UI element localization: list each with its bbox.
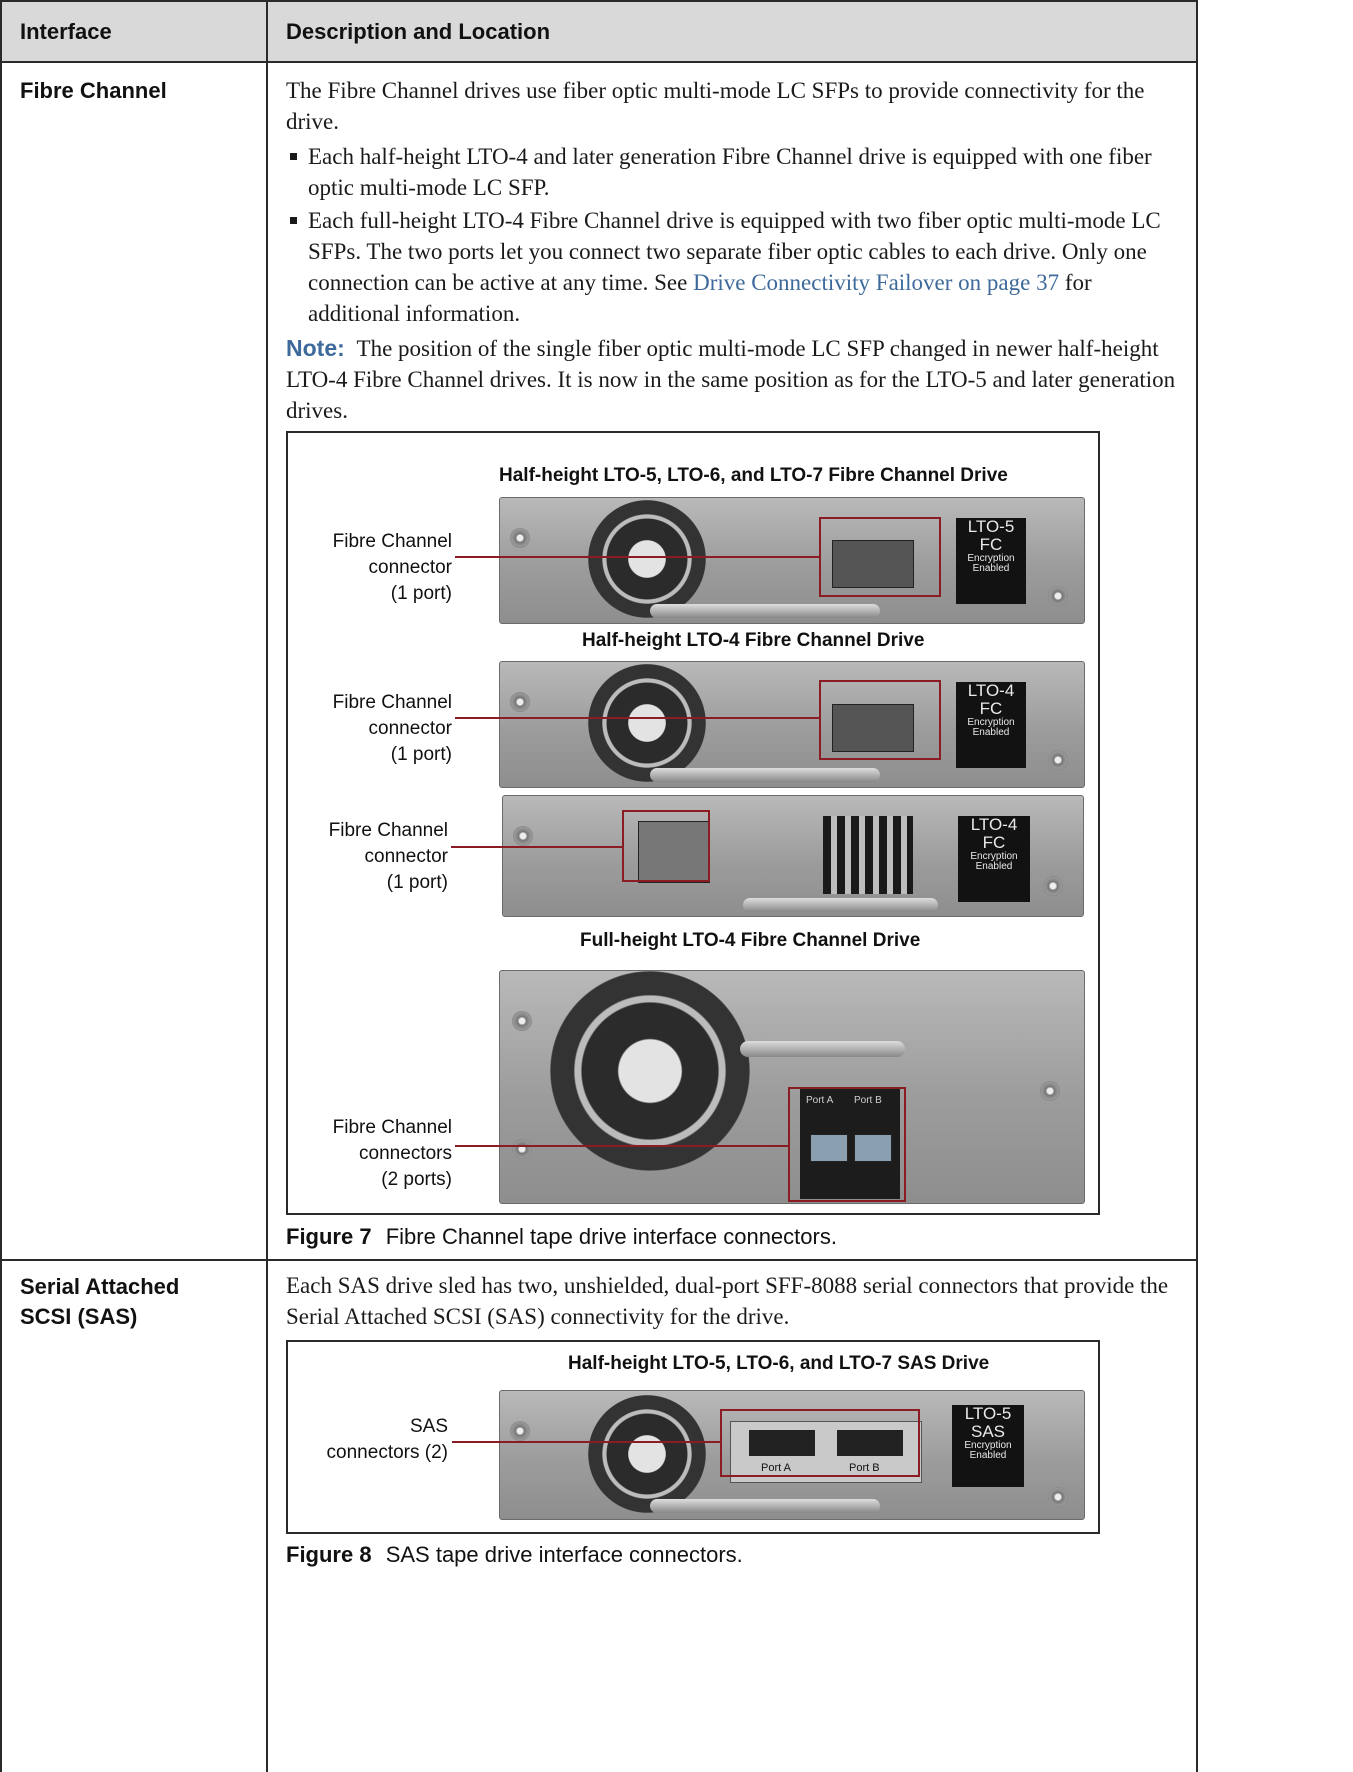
handle: [650, 604, 880, 618]
drive-label: LTO-4 FC Encryption Enabled: [958, 816, 1030, 902]
highlight-box: [788, 1087, 906, 1202]
screw-icon: [512, 1139, 532, 1159]
highlight-box: [819, 517, 941, 597]
fan-icon: [588, 500, 706, 618]
figure-7-caption: Figure 7 Fibre Channel tape drive interface connectors.: [286, 1224, 837, 1249]
callout-fc-connector-2: Fibre Channel connector (1 port): [332, 692, 452, 765]
callout-leader: [451, 846, 624, 848]
row-label-sas: Serial Attached SCSI (SAS): [20, 1274, 180, 1329]
handle: [743, 898, 938, 912]
drive-label: LTO-5 FC Encryption Enabled: [956, 518, 1026, 604]
row-label-fibre-channel: Fibre Channel: [20, 78, 167, 103]
fibre-intro: The Fibre Channel drives use fiber optic multi-mode LC SFPs to provide connectivity for the drive.: [286, 78, 1145, 134]
callout-leader: [455, 1145, 790, 1147]
figure-8-caption: Figure 8 SAS tape drive interface connectors.: [286, 1542, 743, 1567]
highlight-box: [819, 680, 941, 760]
screw-icon: [513, 826, 533, 846]
figure-title-lto5-sas: Half-height LTO-5, LTO-6, and LTO-7 SAS Drive: [568, 1353, 990, 1374]
callout-fc-connector-1: Fibre Channel connector (1 port): [332, 531, 452, 604]
header-description: Description and Location: [286, 18, 551, 44]
note-label: Note:: [286, 335, 345, 361]
figure-title-lto5-fc: Half-height LTO-5, LTO-6, and LTO-7 Fibre Channel Drive: [499, 465, 1008, 486]
lto4-fc-half-older-drive-image: [502, 795, 1084, 917]
port-bay: Port A Port B: [800, 1089, 900, 1199]
callout-fc-connectors-4: Fibre Channel connectors (2 ports): [332, 1117, 452, 1190]
fan-icon: [550, 971, 750, 1171]
drive-connectivity-failover-link[interactable]: Drive Connectivity Failover on page 37: [693, 270, 1060, 295]
callout-fc-connector-3: Fibre Channel connector (1 port): [328, 820, 448, 893]
screw-icon: [1048, 750, 1068, 770]
figure-title-lto4-fc-full: Full-height LTO-4 Fibre Channel Drive: [580, 930, 921, 951]
screw-icon: [1040, 1081, 1060, 1101]
screw-icon: [510, 528, 530, 548]
bullet-marker: [290, 153, 297, 160]
callout-leader: [452, 1441, 722, 1443]
fan-icon: [588, 664, 706, 782]
row-divider: [2, 1259, 1196, 1261]
sas-intro: Each SAS drive sled has two, unshielded, dual-port SFF-8088 serial connectors that provide the Serial Attached SCSI (SAS) connectivity for the drive.: [286, 1273, 1169, 1329]
figure-title-lto4-fc-half: Half-height LTO-4 Fibre Channel Drive: [582, 630, 925, 651]
drive-label: LTO-4 FC Encryption Enabled: [956, 682, 1026, 768]
screw-icon: [510, 1421, 530, 1441]
callout-sas-connectors: SAS connectors (2): [326, 1416, 448, 1463]
screw-icon: [510, 692, 530, 712]
screw-icon: [1048, 1487, 1068, 1507]
header-interface: Interface: [20, 18, 112, 44]
drive-label: LTO-5 SAS Encryption Enabled: [952, 1405, 1024, 1487]
screw-icon: [1048, 586, 1068, 606]
screw-icon: [1043, 876, 1063, 896]
table-header-row: [2, 0, 1196, 63]
callout-leader: [455, 717, 821, 719]
column-divider: [266, 0, 268, 1772]
handle: [650, 768, 880, 782]
fibre-bullet-1: Each half-height LTO-4 and later generation Fibre Channel drive is equipped with one fiber optic multi-mode LC SFP.: [286, 141, 1186, 203]
fibre-bullet-2: Each full-height LTO-4 Fibre Channel drive is equipped with two fiber optic multi-mode LC SFPs. The two ports let you connect two separate fiber optic cables to each drive. Only one connection can be active at any time. See Drive Connectivity Failover on page 37 for additional information.: [286, 205, 1186, 329]
lto4-fc-half-drive-image: [499, 661, 1085, 788]
callout-leader: [455, 556, 821, 558]
screw-icon: [512, 1011, 532, 1031]
handle: [740, 1041, 905, 1057]
handle: [650, 1499, 880, 1513]
sas-port-panel: Port A Port B: [730, 1421, 922, 1483]
vent-grille: [823, 816, 913, 894]
highlight-box: [720, 1409, 920, 1477]
fibre-note: Note: The position of the single fiber optic multi-mode LC SFP changed in newer half-height LTO-4 Fibre Channel drives. It is now in the same position as for the LTO-5 and later generation drives.: [286, 335, 1176, 423]
bullet-marker: [290, 217, 297, 224]
highlight-box: [622, 810, 710, 882]
fan-icon: [588, 1395, 706, 1513]
lto5-fc-drive-image: [499, 497, 1085, 624]
